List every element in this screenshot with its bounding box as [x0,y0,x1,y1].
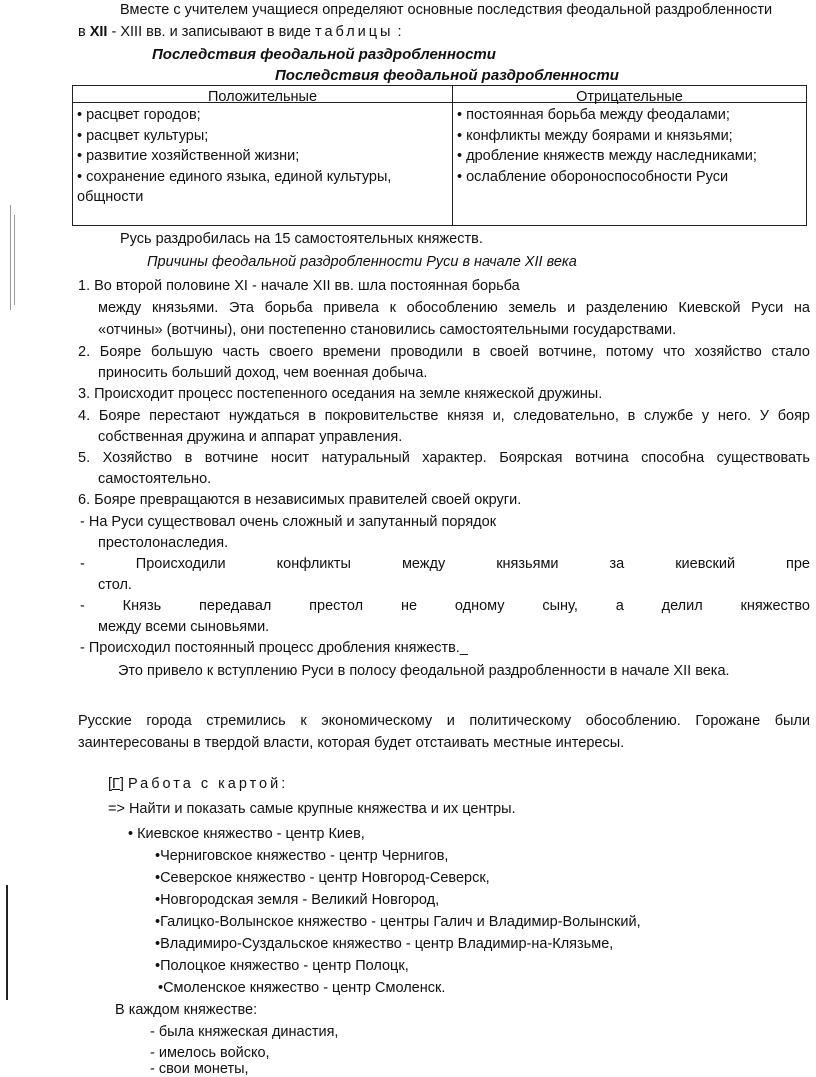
list-item: • сохранение единого языка, единой культуры, [77,168,392,185]
table-heading-2: Последствия феодальной раздробленности [275,67,619,84]
list-item: - была княжеская династия, [150,1024,339,1040]
map-work-label: Работа с картой [127,776,282,792]
each-principality-title: В каждом княжестве: [115,1002,258,1018]
consequences-table [72,85,807,226]
principality-item: •Северское княжество - центр Новгород-Северск, [155,870,490,886]
negative-cell [453,103,807,226]
dash-item-1-line-2: престолонаследия. [98,535,229,551]
cause-4-line-1: 4. Бояре перестают нуждаться в покровительстве князя и, следовательно, в службе у него. У бояр [78,408,810,424]
list-item: • дробление княжеств между наследниками; [457,148,757,164]
list-item: • конфликты между боярами и князьями; [457,127,733,144]
cause-4-line-2: собственная дружина и аппарат управления. [98,429,403,445]
cause-5-line-1: 5. Хозяйство в вотчине носит натуральный характер. Боярская вотчина способна существовать [78,450,810,466]
list-item: - имелось войско, [150,1045,270,1061]
dash-item-2-line-2: стол. [98,577,132,593]
positive-cell [73,103,453,226]
principality-item: •Смоленское княжество - центр Смоленск. [158,980,446,996]
list-item: • развитие хозяйственной жизни; [77,148,300,164]
list-item: • расцвет культуры; [77,127,209,144]
principality-item: •Владимиро-Суздальское княжество - центр Владимир-на-Клязьме, [155,936,614,952]
map-work-heading: [Г] Работа с картой: [108,776,286,792]
list-item: • расцвет городов; [77,107,201,123]
conclusion-text: Это привело к вступлению Руси в полосу феодальной раздробленности в начале XII века. [118,663,730,679]
list-item: - свои монеты, [150,1061,249,1077]
cause-5-line-2: самостоятельно. [98,471,212,487]
cities-line-2: заинтересованы в твердой власти, которая будет отстаивать местные интересы. [78,735,625,751]
margin-mark [6,885,8,1000]
principality-item: •Полоцкое княжество - центр Полоцк, [155,958,409,974]
cause-1-line-2: между князьями. Эта борьба привела к обособлению земель и разделению Киевской Руси на [98,300,810,316]
cause-1-line-1: 1. Во второй половине XI - начале XII вв. шла постоянная борьба [78,278,520,294]
principality-item: •Галицко-Волынское княжество - центры Галич и Владимир-Волынский, [155,914,641,930]
dash-item-3-line-2: между всеми сыновьями. [98,619,270,635]
intro-line-2: в XII - XIII вв. и записывают в виде таблицы : [78,24,402,40]
dash-item-2-line-1: - Происходили конфликты между князьями за киевский пре [80,556,810,572]
margin-mark [10,205,11,310]
table-heading-1: Последствия феодальной раздробленности [152,46,496,63]
intro-line-1: Вместе с учителем учащиеся определяют основные последствия феодальной раздробленности [120,2,773,18]
principality-item: •Черниговское княжество - центр Чернигов, [155,848,449,864]
cause-6-line-1: 6. Бояре превращаются в независимых правителей своей округи. [78,492,522,508]
column-header-positive: Положительные [73,86,453,103]
cities-line-1: Русские города стремились к экономическому и политическому обособлению. Горожане были [78,713,810,729]
margin-mark [14,215,15,305]
cause-1-line-3: «отчины» (вотчины), они постепенно становились самостоятельными государствами. [98,322,677,338]
causes-title: Причины феодальной раздробленности Руси в начале XII века [147,254,577,270]
list-item: • постоянная борьба между феодалами; [457,107,730,123]
list-item: • ослабление обороноспособности Руси [457,168,729,185]
cause-2-line-2: приносить больший доход, чем военная добыча. [98,365,428,381]
map-work-task: => Найти и показать самые крупные княжества и их центры. [108,801,516,817]
rus-split-text: Русь раздробилась на 15 самостоятельных княжеств. [120,231,483,247]
dash-item-3-line-1: - Князь передавал престол не одному сыну, а делил княжество [80,598,810,614]
principality-item: • Киевское княжество - центр Киев, [128,826,365,842]
cause-3-line-1: 3. Происходит процесс постепенного оседания на земле княжеской дружины. [78,386,603,402]
principality-item: •Новгородская земля - Великий Новгород, [155,892,440,908]
map-work-tag: [Г] [108,776,124,792]
dash-item-4-line-1: - Происходил постоянный процесс дробления княжеств._ [80,640,468,656]
cause-2-line-1: 2. Бояре большую часть своего времени проводили в своей вотчине, потому что хозяйство стало [78,344,810,360]
dash-item-1-line-1: - На Руси существовал очень сложный и запутанный порядок [80,514,497,530]
column-header-negative: Отрицательные [453,86,807,103]
list-item: общности [77,189,144,205]
